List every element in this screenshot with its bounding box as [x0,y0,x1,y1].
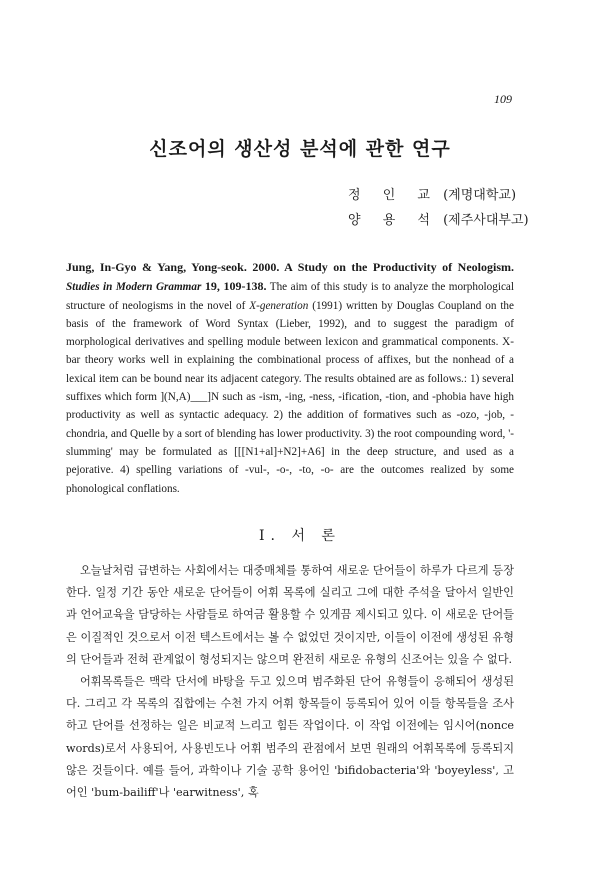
paragraph: 오늘날처럼 급변하는 사회에서는 대중매체를 통하여 새로운 단어들이 하루가 다르게 등장한다. 일정 기간 동안 새로운 단어들이 어휘 목록에 실리고 그에 대한 주석을 달아서 일반인과 언어교육을 담당하는 사람들로 하여금 활용할 수 있게끔 제시되고 있다. 이 새로운 단어들은 이질적인 것으로서 이전 텍스트에서는 볼 수 없었던 것이지만, 이들이 이전에 생성된 유형의 단어들과 전혀 관계없이 형성되지는 않으며 완전히 새로운 유형의 신조어는 있을 수 없다. [66,564,514,666]
abstract [66,258,514,498]
author-row [348,208,529,233]
abstract-text: The aim of this study is to analyze the morphological structure of neologisms in the novel of [66,281,515,312]
citation-head: Jung, In-Gyo & Yang, Yong-seok. 2000. A Study on the Productivity of Neologism. [66,260,514,274]
abstract-text: (1991) written by Douglas Coupland on the basis of the framework of Word Syntax (Lieber, 1992), and to suggest the paradigm of morphological derivatives and spelling module between lexicon and grammatical components. X-bar theory works well in explaining the combinational process of affixes, but the nonhead of a lexical item can be bound near its adjacent category. The results obtained are as follows.: 1) several suffixes which form ](N,A)___]N such as -ism, -ing, -ness, -ification, -tion, and -phobia have high productivity as well as syntactic adequacy. 2) the addition of formatives such as -ozo, -job, -chondria, and Quelle by a sort of blending has lower productivity. 3) the root compounding word, '-slumming' may be formulated as [[[N1+al]+N2]+A6] in the deep structure, and used as a pejorative. 4) spelling variations of -vul-, -o-, -to, -o- are the outcomes realized by some phonological conflations. [66,299,514,495]
novel-title: X-generation [249,299,309,312]
author-block [348,183,529,233]
author-affiliation: (제주사대부고) [443,213,529,228]
page-number: 109 [494,92,512,106]
section-heading: I. 서 론 [259,528,341,544]
author-affiliation: (계명대학교) [443,188,517,203]
paragraph: 어휘목록들은 맥락 단서에 바탕을 두고 있으며 범주화된 단어 유형들이 응해되어 생성된다. 그리고 각 목록의 집합에는 수천 가지 어휘 항목들이 등록되어 있어 이들 항목들을 조사하고 단어를 선정하는 일은 비교적 느리고 힘든 작업이다. 이 작업 이전에는 임시어(nonce words)로서 사용되어, 사용빈도나 어휘 범주의 관점에서 보면 원래의 어휘목록에 등록되지 않은 것들이다. 예를 들어, 과학이나 기술 공학 용어인 'bifidobacteria'와 'boyeyless', 고어인 'bum-bailiff'나 'earwitness', 혹 [66,675,514,800]
author-name: 양 용 석 [348,213,439,228]
author-name: 정 인 교 [348,188,439,203]
citation-tail: 19, 109-138. [204,279,267,294]
body-text [66,560,514,804]
journal-name: Studies in Modern Grammar [66,281,202,294]
paper-title: 신조어의 생산성 분석에 관한 연구 [149,138,451,160]
author-row [348,183,529,208]
